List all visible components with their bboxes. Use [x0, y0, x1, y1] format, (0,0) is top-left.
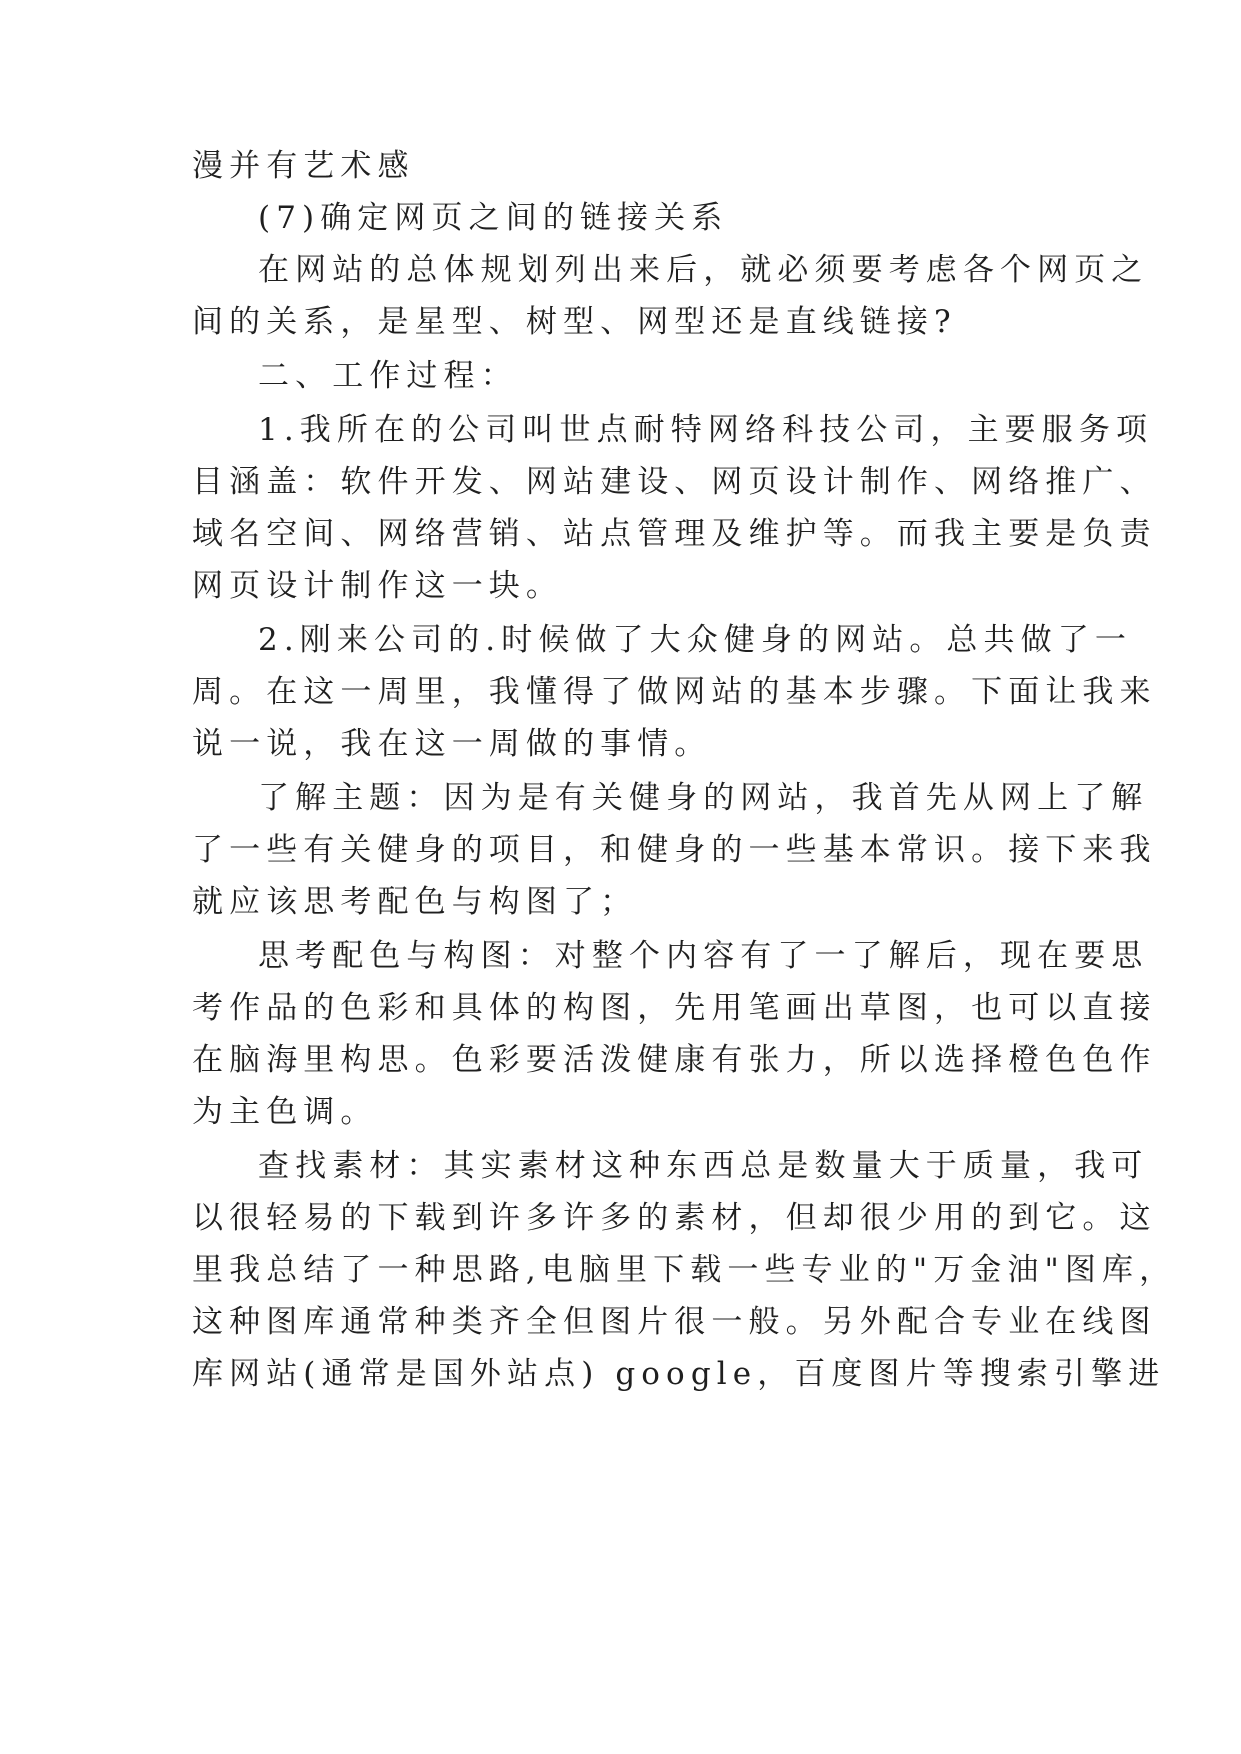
text-line: 了一些有关健身的项目，和健身的一些基本常识。接下来我	[192, 832, 1157, 868]
text-line: 考作品的色彩和具体的构图，先用笔画出草图，也可以直接	[192, 990, 1157, 1026]
text-line: 里我总结了一种思路,电脑里下载一些专业的"万金油"图库，	[192, 1252, 1177, 1288]
text-line: 了解主题：因为是有关健身的网站，我首先从网上了解	[258, 780, 1149, 816]
text-line: 以很轻易的下载到许多许多的素材，但却很少用的到它。这	[192, 1200, 1157, 1236]
text-line: 2.刚来公司的.时候做了大众健身的网站。总共做了一	[258, 622, 1132, 658]
text-line: 网页设计制作这一块。	[192, 568, 563, 604]
text-line: 查找素材：其实素材这种东西总是数量大于质量，我可	[258, 1148, 1149, 1184]
text-line: (7)确定网页之间的链接关系	[258, 200, 729, 236]
text-line: 思考配色与构图：对整个内容有了一了解后，现在要思	[258, 938, 1149, 974]
text-line: 目涵盖：软件开发、网站建设、网页设计制作、网络推广、	[192, 464, 1157, 500]
text-line: 说一说，我在这一周做的事情。	[192, 726, 712, 762]
text-line: 在脑海里构思。色彩要活泼健康有张力，所以选择橙色色作	[192, 1042, 1157, 1078]
text-line: 1.我所在的公司叫世点耐特网络科技公司，主要服务项	[258, 412, 1154, 448]
text-line: 间的关系，是星型、树型、网型还是直线链接?	[192, 304, 957, 340]
text-line: 漫并有艺术感	[192, 148, 415, 184]
text-line: 这种图库通常种类齐全但图片很一般。另外配合专业在线图	[192, 1304, 1157, 1340]
text-line: 域名空间、网络营销、站点管理及维护等。而我主要是负责	[192, 516, 1157, 552]
text-line: 为主色调。	[192, 1094, 378, 1130]
text-line: 周。在这一周里，我懂得了做网站的基本步骤。下面让我来	[192, 674, 1157, 710]
text-line: 就应该思考配色与构图了；	[192, 884, 638, 920]
text-line: 库网站(通常是国外站点) google，百度图片等搜索引擎进	[192, 1356, 1166, 1392]
text-line: 在网站的总体规划列出来后，就必须要考虑各个网页之	[258, 252, 1149, 288]
section-heading: 二、工作过程：	[258, 358, 518, 394]
